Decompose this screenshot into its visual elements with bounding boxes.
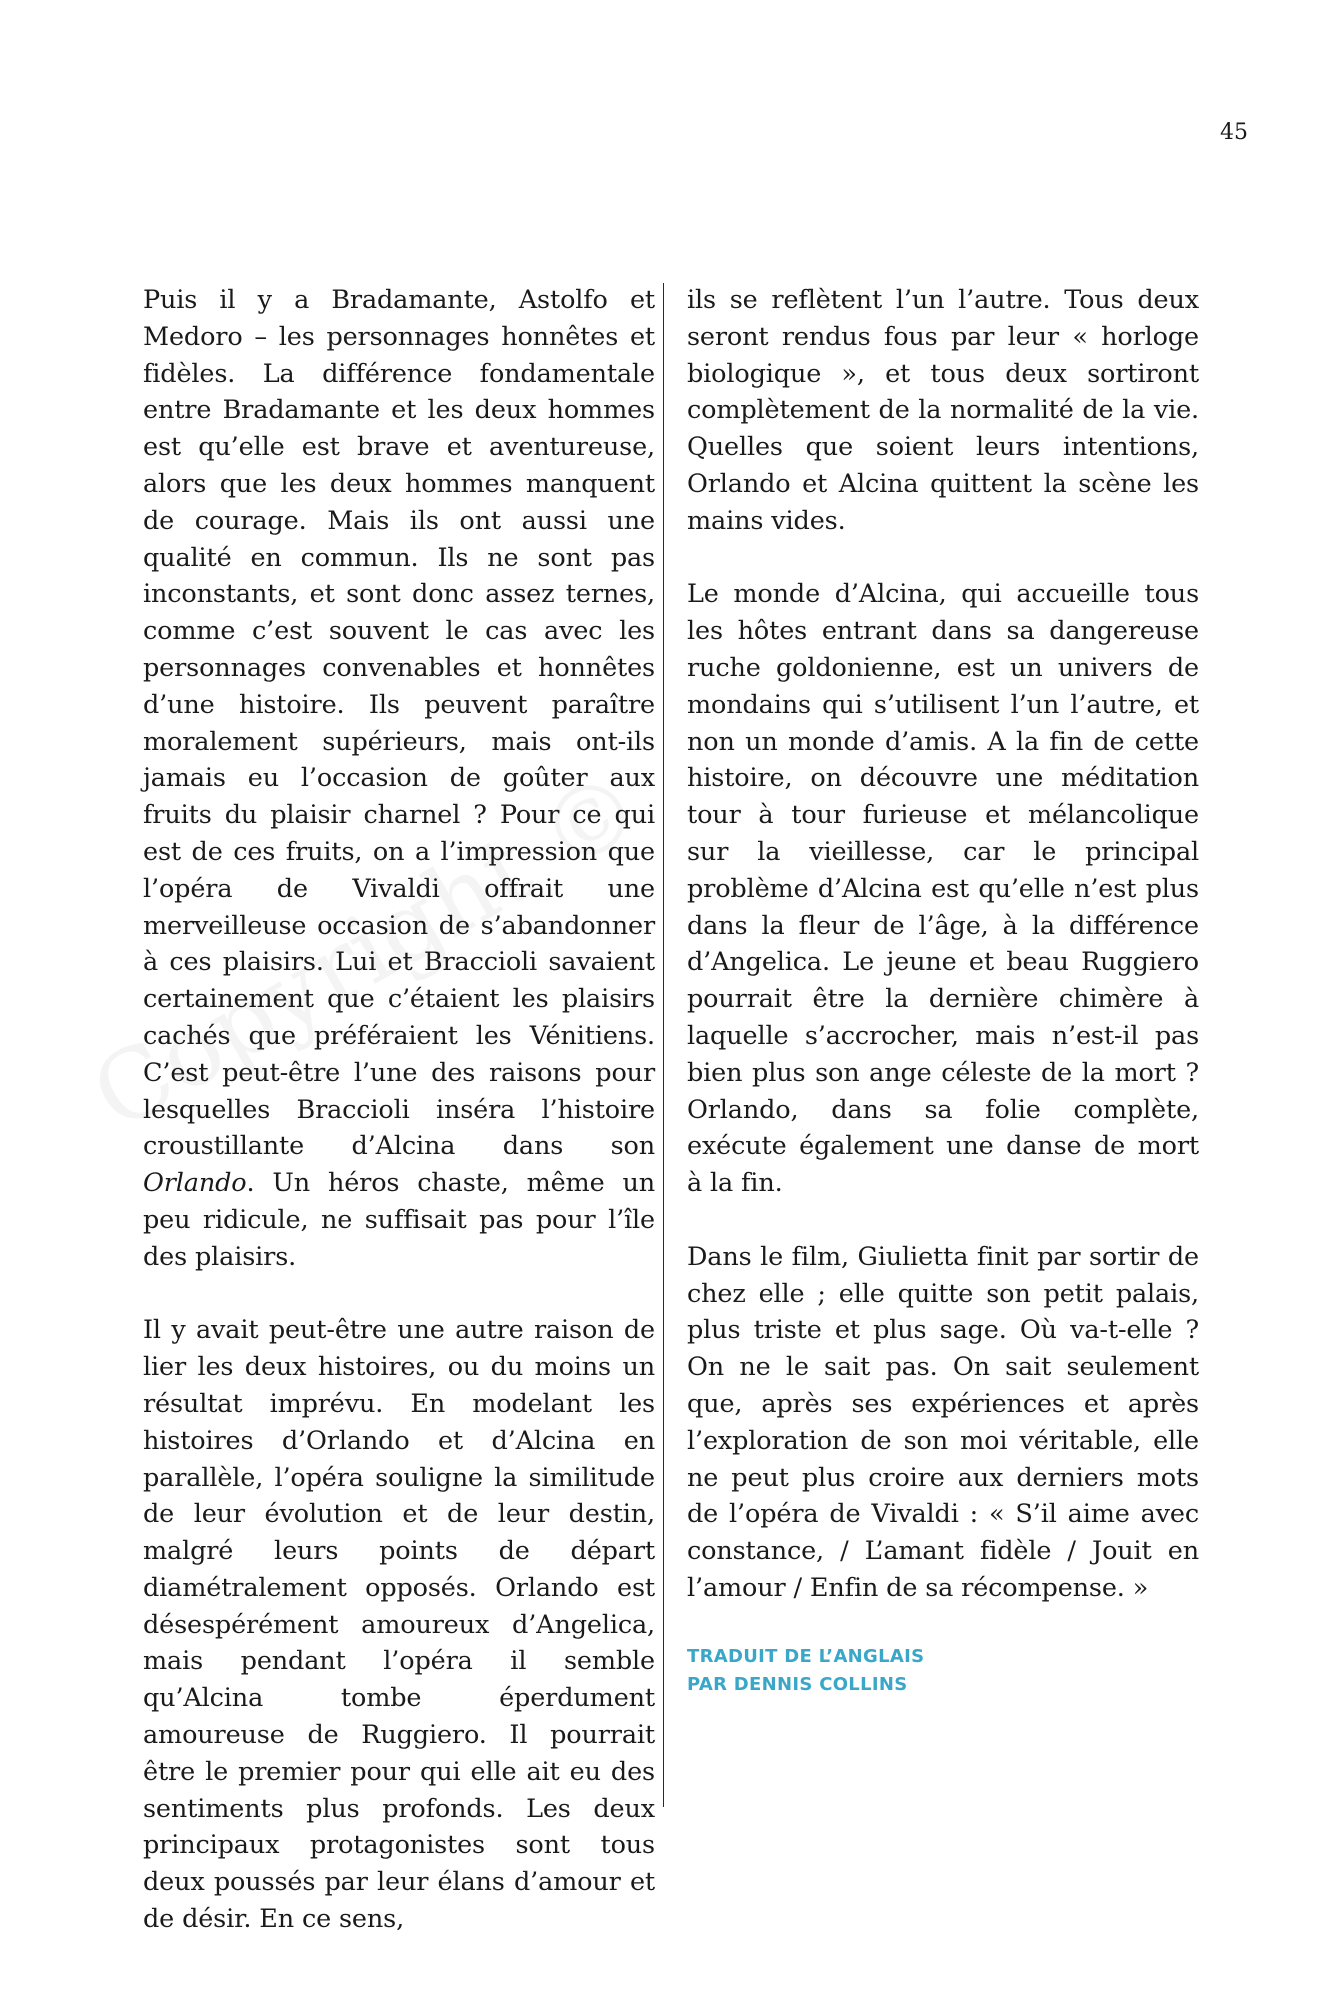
italic-title: Orlando (143, 1168, 247, 1199)
right-paragraph-1: ils se reflètent l’un l’autre. Tous deux seront rendus fous par leur « horloge biologique », et tous deux sortiront complètement de la normalité de la vie. Quelles que soient leurs intentions, Orlando et Alcina quittent la scène les mains vides. (687, 285, 1199, 536)
left-paragraph-1 (143, 282, 655, 1276)
right-paragraph-2: Le monde d’Alcina, qui accueille tous les hôtes entrant dans sa dangereuse ruche goldonienne, est un univers de mondains qui s’utilisent l’un l’autre, et non un monde d’amis. A la fin de cette histoire, on découvre une méditation tour à tour furieuse et mélancolique sur la vieillesse, car le principal problème d’Alcina est qu’elle n’est plus dans la fleur de l’âge, à la différence d’Angelica. Le jeune et beau Ruggiero pourrait être la dernière chimère à laquelle s’accrocher, mais n’est-il pas bien plus son ange céleste de la mort ? Orlando, dans sa folie complète, exécute également une danse de mort à la fin. (687, 579, 1199, 1199)
translator-credit (687, 1643, 1199, 1699)
page-number: 45 (1220, 120, 1248, 145)
left-paragraph-1-end: . Un héros chaste, même un peu ridicule, ne suffisait pas pour l’île des plaisirs. (143, 1168, 655, 1272)
right-column (687, 282, 1199, 1699)
right-paragraph-3: Dans le film, Giulietta finit par sortir de chez elle ; elle quitte son petit palais, plus triste et plus sage. Où va-t-elle ? On ne le sait pas. On sait seulement que, après ses expériences et après l’exploration de son moi véritable, elle ne peut plus croire aux derniers mots de l’opéra de Vivaldi : « S’il aime avec constance, / L’amant fidèle / Jouit en l’amour / Enfin de sa récompense. » (687, 1241, 1199, 1603)
left-column (143, 282, 655, 1938)
left-paragraph-1-text: Puis il y a Bradamante, Astolfo et Medoro – les personnages honnêtes et fidèles. La différence fondamentale entre Bradamante et les deux hommes est qu’elle est brave et aventureuse, alors que les deux hommes manquent de courage. Mais ils ont aussi une qualité en commun. Ils ne sont pas inconstants, et sont donc assez ternes, comme c’est souvent le cas avec les personnages convenables et honnêtes d’une histoire. Ils peuvent paraître moralement supérieurs, mais ont-ils jamais eu l’occasion de goûter aux fruits du plaisir charnel ? Pour ce qui est de ces fruits, on a l’impression que l’opéra de Vivaldi offrait une merveilleuse occasion de s’abandonner à ces plaisirs. Lui et Braccioli savaient certainement que c’étaient les plaisirs cachés que préféraient les Vénitiens. C’est peut-être l’une des raisons pour lesquelles Braccioli inséra l’histoire croustillante d’Alcina dans son (143, 285, 655, 1162)
column-divider (663, 283, 664, 1807)
credit-line-2: PAR DENNIS COLLINS (687, 1674, 908, 1696)
credit-line-1: TRADUIT DE L’ANGLAIS (687, 1646, 925, 1668)
left-paragraph-2: Il y avait peut-être une autre raison de lier les deux histoires, ou du moins un résultat imprévu. En modelant les histoires d’Orlando et d’Alcina en parallèle, l’opéra souligne la similitude de leur évolution et de leur destin, malgré leurs points de départ diamétralement opposés. Orlando est désespérément amoureux d’Angelica, mais pendant l’opéra il semble qu’Alcina tombe éperdument amoureuse de Ruggiero. Il pourrait être le premier pour qui elle ait eu des sentiments plus profonds. Les deux principaux protagonistes sont tous deux poussés par leur élans d’amour et de désir. En ce sens, (143, 1315, 655, 1935)
